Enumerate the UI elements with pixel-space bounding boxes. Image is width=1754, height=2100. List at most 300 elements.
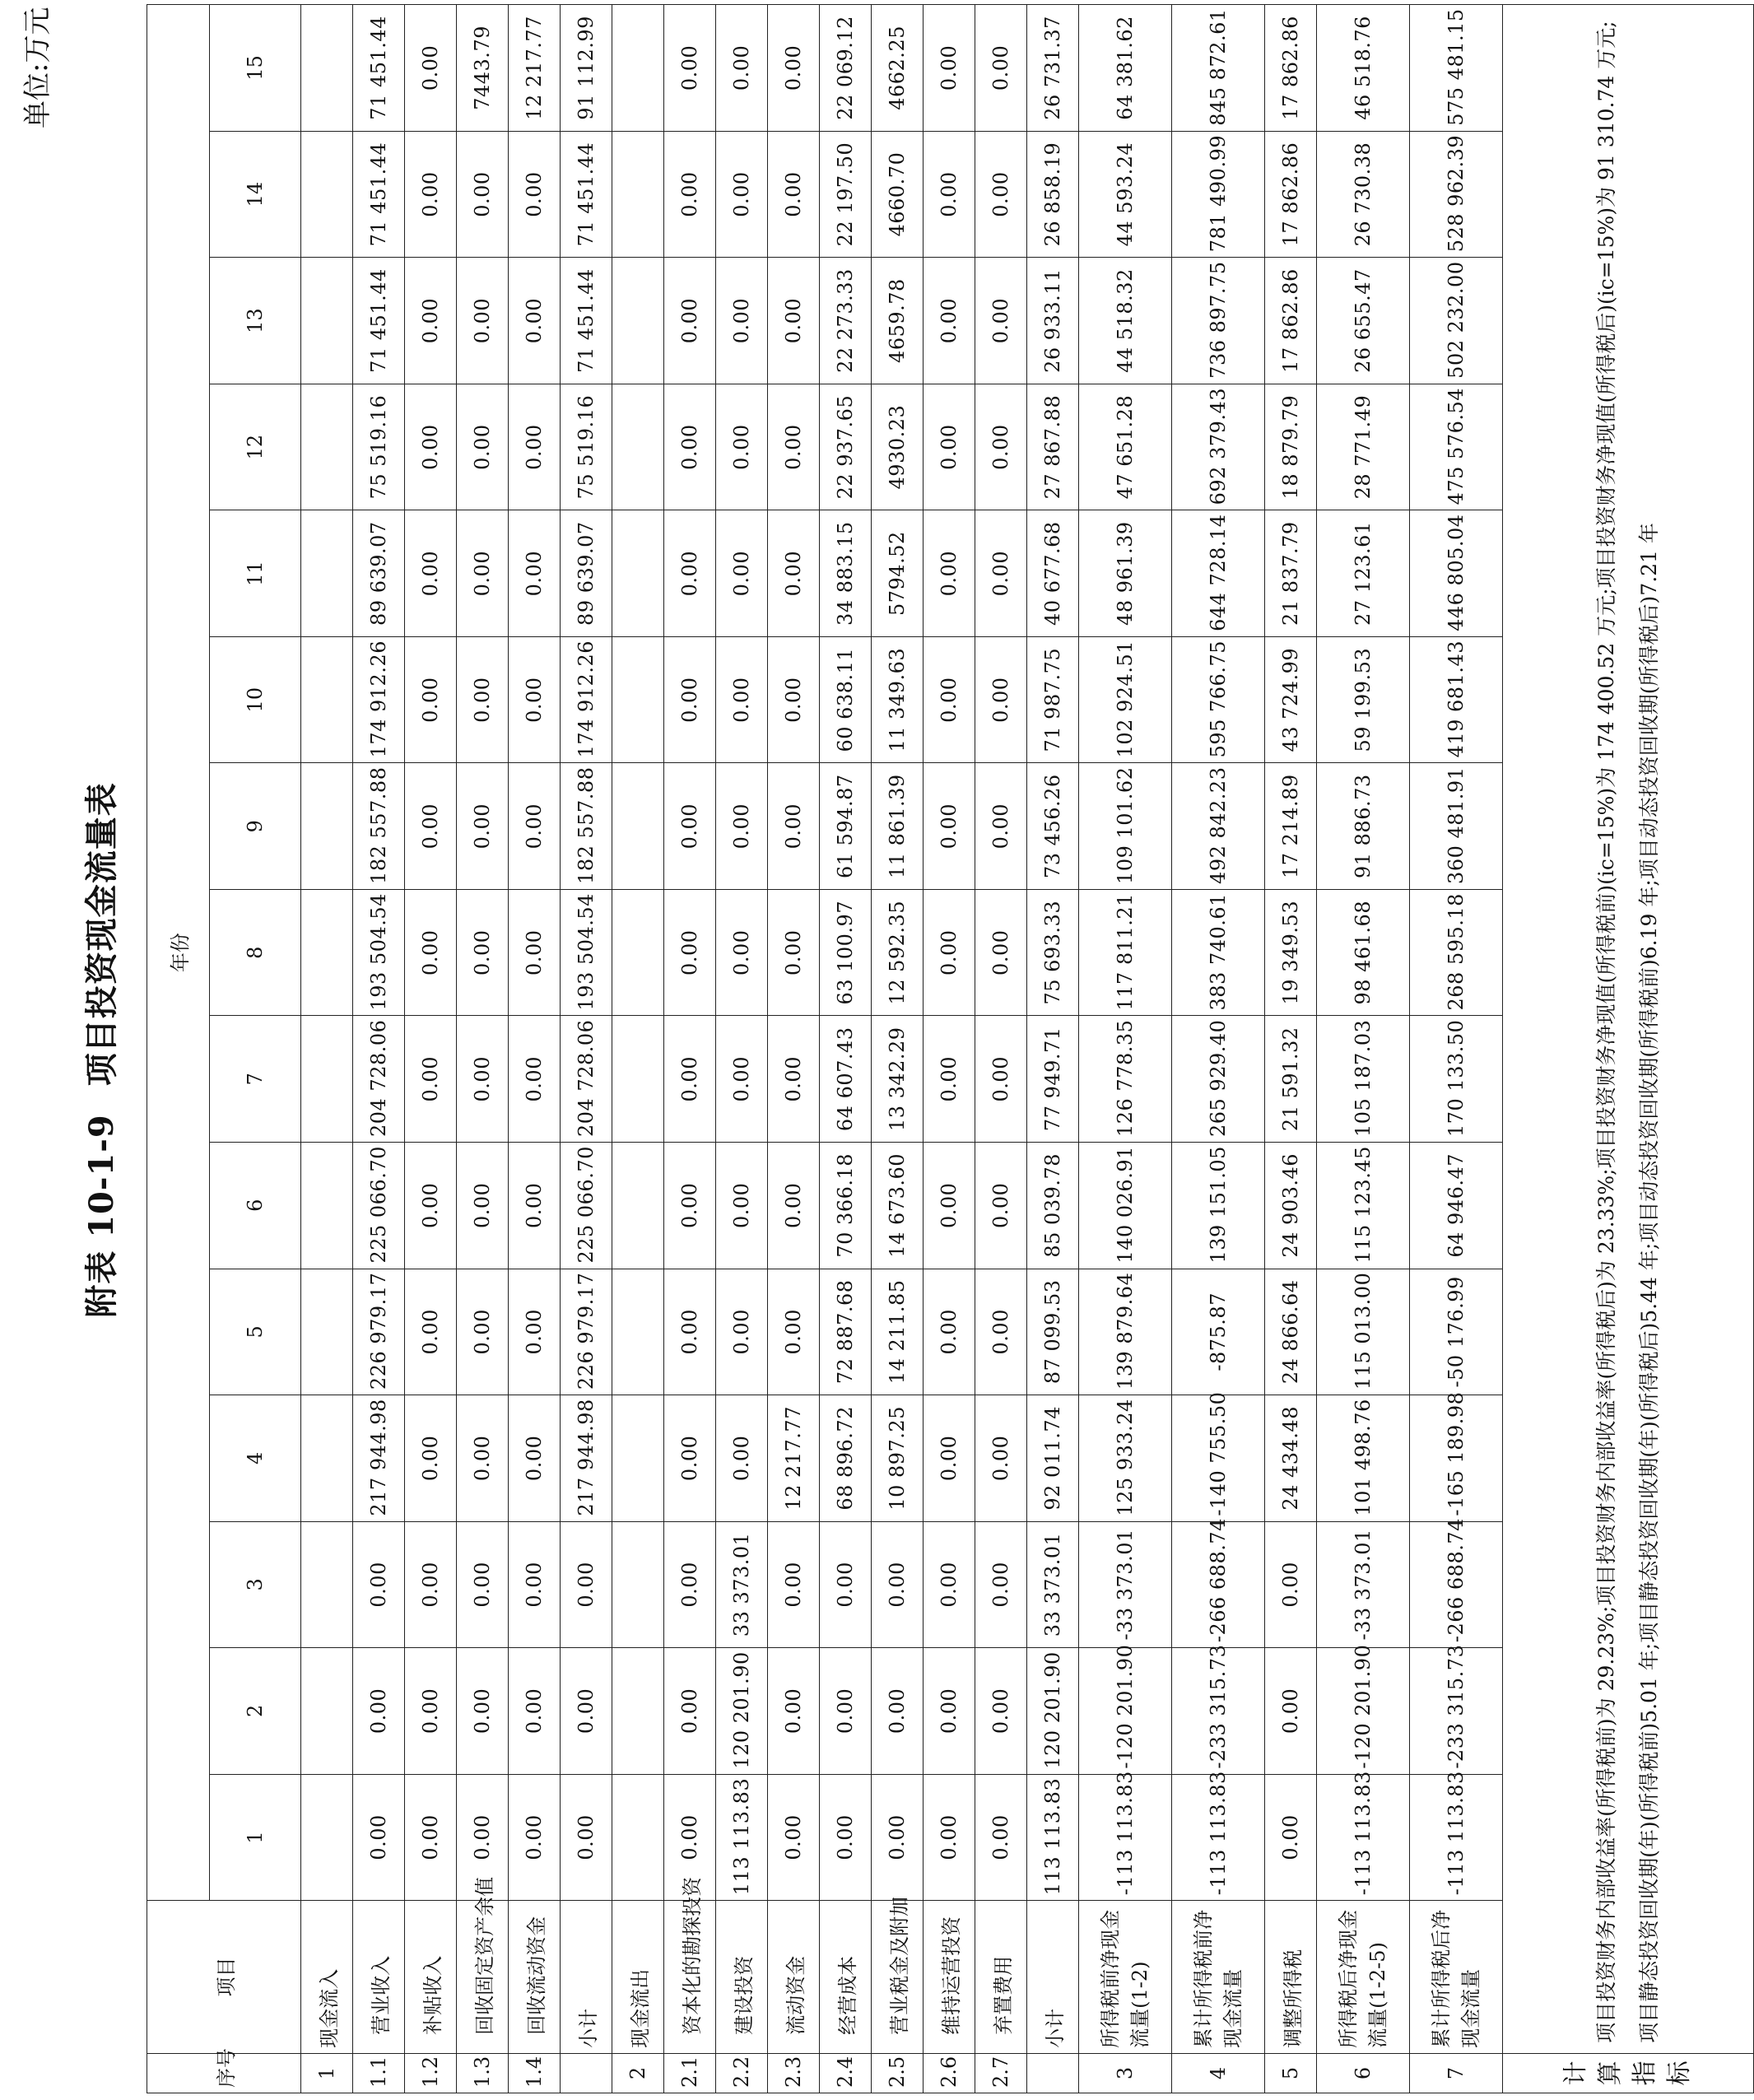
row-value-year-14: 0.00 [716, 131, 768, 258]
row-value-year-9 [612, 763, 664, 890]
row-value-year-11: 89 639.07 [353, 510, 405, 637]
row-value-year-1: -113 113.83 [1079, 1774, 1172, 1901]
row-value-year-1: 0.00 [820, 1774, 872, 1901]
row-value-year-5: 0.00 [924, 1269, 975, 1395]
row-value-year-9: 182 557.88 [561, 763, 612, 890]
row-value-year-12: 0.00 [509, 384, 561, 510]
row-value-year-11 [612, 510, 664, 637]
header-year-4: 4 [210, 1395, 301, 1522]
row-value-year-5: 0.00 [716, 1269, 768, 1395]
row-value-year-13: 71 451.44 [353, 258, 405, 384]
row-seq: 2.5 [872, 2053, 924, 2093]
row-value-year-8: 383 740.61 [1172, 889, 1265, 1016]
row-value-year-3: -266 688.74 [1172, 1521, 1265, 1648]
row-value-year-3: 33 373.01 [716, 1521, 768, 1648]
row-value-year-10: 595 766.75 [1172, 636, 1265, 763]
row-value-year-11: 21 837.79 [1265, 510, 1317, 637]
row-value-year-4: 10 897.25 [872, 1395, 924, 1522]
table-row [872, 5, 924, 2093]
row-value-year-15: 0.00 [975, 5, 1027, 132]
row-value-year-3: -33 373.01 [1317, 1521, 1410, 1648]
row-value-year-7: 0.00 [405, 1016, 457, 1143]
row-value-year-11: 446 805.04 [1410, 510, 1503, 637]
header-year-13: 13 [210, 258, 301, 384]
row-value-year-14: 26 730.38 [1317, 131, 1410, 258]
row-value-year-7: 170 133.50 [1410, 1016, 1503, 1143]
row-value-year-15: 4662.25 [872, 5, 924, 132]
row-value-year-1: 0.00 [353, 1774, 405, 1901]
table-title [76, 0, 123, 2100]
row-value-year-13: 4659.78 [872, 258, 924, 384]
row-value-year-6: 139 151.05 [1172, 1143, 1265, 1269]
row-value-year-5: 24 866.64 [1265, 1269, 1317, 1395]
row-value-year-15: 64 381.62 [1079, 5, 1172, 132]
row-value-year-13: 0.00 [457, 258, 509, 384]
row-value-year-9: 0.00 [768, 763, 820, 890]
row-value-year-1: -113 113.83 [1317, 1774, 1410, 1901]
row-value-year-7: 77 949.71 [1027, 1016, 1079, 1143]
row-seq: 1 [301, 2053, 353, 2093]
row-value-year-3: 0.00 [561, 1521, 612, 1648]
row-value-year-7: 0.00 [768, 1016, 820, 1143]
row-seq: 2.1 [664, 2053, 716, 2093]
row-item: 累计所得税前净现金流量 [1172, 1901, 1265, 2054]
row-value-year-6: 115 123.45 [1317, 1143, 1410, 1269]
row-value-year-7 [612, 1016, 664, 1143]
row-value-year-12: 27 867.88 [1027, 384, 1079, 510]
row-value-year-15: 91 112.99 [561, 5, 612, 132]
row-item: 小计 [1027, 1901, 1079, 2054]
table-row [1410, 5, 1503, 2093]
row-value-year-9: 109 101.62 [1079, 763, 1172, 890]
row-seq [561, 2053, 612, 2093]
row-seq: 2 [612, 2053, 664, 2093]
row-value-year-5 [612, 1269, 664, 1395]
row-value-year-14: 781 490.99 [1172, 131, 1265, 258]
row-value-year-7 [301, 1016, 353, 1143]
row-value-year-6: 70 366.18 [820, 1143, 872, 1269]
row-value-year-3: 0.00 [768, 1521, 820, 1648]
row-value-year-8: 0.00 [405, 889, 457, 1016]
row-value-year-3: 0.00 [664, 1521, 716, 1648]
table-row [820, 5, 872, 2093]
row-value-year-2: 0.00 [1265, 1648, 1317, 1775]
row-value-year-4: 0.00 [975, 1395, 1027, 1522]
row-value-year-15 [301, 5, 353, 132]
row-value-year-10: 0.00 [768, 636, 820, 763]
row-value-year-7: 0.00 [975, 1016, 1027, 1143]
row-value-year-9: 182 557.88 [353, 763, 405, 890]
row-value-year-7: 265 929.40 [1172, 1016, 1265, 1143]
row-value-year-4: 92 011.74 [1027, 1395, 1079, 1522]
row-value-year-2: -233 315.73 [1172, 1648, 1265, 1775]
header-year-1: 1 [210, 1774, 301, 1901]
row-value-year-1: 113 113.83 [716, 1774, 768, 1901]
row-value-year-2 [612, 1648, 664, 1775]
row-value-year-2: 0.00 [768, 1648, 820, 1775]
header-row-year-group [147, 5, 210, 2093]
row-value-year-13 [612, 258, 664, 384]
row-value-year-12: 28 771.49 [1317, 384, 1410, 510]
row-value-year-10: 0.00 [924, 636, 975, 763]
row-value-year-9: 0.00 [924, 763, 975, 890]
table-row [1317, 5, 1410, 2093]
row-value-year-11: 34 883.15 [820, 510, 872, 637]
row-value-year-12: 0.00 [768, 384, 820, 510]
row-value-year-4: 217 944.98 [561, 1395, 612, 1522]
row-value-year-8: 19 349.53 [1265, 889, 1317, 1016]
header-year-5: 5 [210, 1269, 301, 1395]
table-row [612, 5, 664, 2093]
row-value-year-9: 0.00 [716, 763, 768, 890]
row-value-year-9: 91 886.73 [1317, 763, 1410, 890]
row-value-year-8: 0.00 [975, 889, 1027, 1016]
row-value-year-5: -50 176.99 [1410, 1269, 1503, 1395]
table-row [1079, 5, 1172, 2093]
table-row [768, 5, 820, 2093]
row-value-year-12: 75 519.16 [561, 384, 612, 510]
row-value-year-8: 0.00 [457, 889, 509, 1016]
row-value-year-10 [301, 636, 353, 763]
row-value-year-13: 17 862.86 [1265, 258, 1317, 384]
row-value-year-15: 0.00 [716, 5, 768, 132]
row-value-year-15: 12 217.77 [509, 5, 561, 132]
row-value-year-3: -266 688.74 [1410, 1521, 1503, 1648]
row-value-year-5: -875.87 [1172, 1269, 1265, 1395]
row-value-year-14: 26 858.19 [1027, 131, 1079, 258]
row-value-year-13: 71 451.44 [561, 258, 612, 384]
header-year-group: 年份 [147, 5, 210, 1901]
row-value-year-1 [301, 1774, 353, 1901]
row-value-year-1: 0.00 [924, 1774, 975, 1901]
table-row [1172, 5, 1265, 2093]
row-value-year-5: 226 979.17 [353, 1269, 405, 1395]
row-value-year-1: 0.00 [975, 1774, 1027, 1901]
row-value-year-11: 0.00 [509, 510, 561, 637]
row-value-year-4: 0.00 [405, 1395, 457, 1522]
row-value-year-6: 0.00 [975, 1143, 1027, 1269]
row-value-year-10: 71 987.75 [1027, 636, 1079, 763]
row-value-year-2: 0.00 [975, 1648, 1027, 1775]
row-seq: 1.4 [509, 2053, 561, 2093]
row-value-year-2: 0.00 [353, 1648, 405, 1775]
row-value-year-12: 18 879.79 [1265, 384, 1317, 510]
row-value-year-1: 0.00 [768, 1774, 820, 1901]
row-value-year-14 [612, 131, 664, 258]
row-value-year-1: 0.00 [664, 1774, 716, 1901]
row-value-year-13: 0.00 [768, 258, 820, 384]
row-value-year-13 [301, 258, 353, 384]
row-value-year-14: 44 593.24 [1079, 131, 1172, 258]
row-value-year-7: 0.00 [924, 1016, 975, 1143]
row-value-year-13: 22 273.33 [820, 258, 872, 384]
indicator-note: 项目投资财务内部收益率(所得税前)为 29.23%;项目投资财务内部收益率(所得税后)为 23.33%;项目投资财务净现值(所得税前)(ic=15%)为 174 400.52 万元;项目投资财务净现值(所得税后)(ic=15%)为 91 310.74 万元;项目静态投资回收期(年)(所得税前)5.01 年;项目静态投资回收期(年)(所得税后)5.44 年;项目动态投资回收期(所得税前)6.19 年;项目动态投资回收期(所得税后)7.21 年 [1503, 5, 1754, 2054]
row-value-year-5: 0.00 [509, 1269, 561, 1395]
row-value-year-11: 644 728.14 [1172, 510, 1265, 637]
row-value-year-7: 204 728.06 [353, 1016, 405, 1143]
row-value-year-10: 60 638.11 [820, 636, 872, 763]
row-value-year-12: 22 937.65 [820, 384, 872, 510]
row-value-year-4: 125 933.24 [1079, 1395, 1172, 1522]
row-value-year-8: 0.00 [768, 889, 820, 1016]
row-value-year-9: 0.00 [664, 763, 716, 890]
row-value-year-8: 0.00 [509, 889, 561, 1016]
row-value-year-11: 0.00 [975, 510, 1027, 637]
row-value-year-1: 0.00 [561, 1774, 612, 1901]
row-value-year-6: 85 039.78 [1027, 1143, 1079, 1269]
row-value-year-9: 0.00 [405, 763, 457, 890]
header-year-9: 9 [210, 763, 301, 890]
row-value-year-9: 73 456.26 [1027, 763, 1079, 890]
row-value-year-10: 59 199.53 [1317, 636, 1410, 763]
header-row-years [210, 5, 301, 2093]
row-value-year-8: 268 595.18 [1410, 889, 1503, 1016]
row-value-year-7: 21 591.32 [1265, 1016, 1317, 1143]
row-value-year-11 [301, 510, 353, 637]
row-value-year-13: 26 933.11 [1027, 258, 1079, 384]
row-value-year-10: 0.00 [509, 636, 561, 763]
row-value-year-3: 0.00 [872, 1521, 924, 1648]
row-value-year-10 [612, 636, 664, 763]
row-value-year-8: 193 504.54 [353, 889, 405, 1016]
indicator-row [1503, 5, 1754, 2093]
row-value-year-4 [301, 1395, 353, 1522]
row-value-year-14: 0.00 [457, 131, 509, 258]
row-value-year-12: 0.00 [405, 384, 457, 510]
row-item: 经营成本 [820, 1901, 872, 2054]
row-value-year-13: 502 232.00 [1410, 258, 1503, 384]
row-value-year-5: 0.00 [768, 1269, 820, 1395]
row-value-year-1: 0.00 [457, 1774, 509, 1901]
row-value-year-3: 0.00 [820, 1521, 872, 1648]
row-value-year-1: 0.00 [509, 1774, 561, 1901]
row-value-year-6: 24 903.46 [1265, 1143, 1317, 1269]
header-year-15: 15 [210, 5, 301, 132]
row-seq: 2.7 [975, 2053, 1027, 2093]
row-value-year-14: 0.00 [768, 131, 820, 258]
row-value-year-8: 0.00 [664, 889, 716, 1016]
row-value-year-4: -165 189.98 [1410, 1395, 1503, 1522]
table-row [301, 5, 353, 2093]
row-value-year-4: 0.00 [924, 1395, 975, 1522]
row-item: 现金流出 [612, 1901, 664, 2054]
table-row [1027, 5, 1079, 2093]
row-value-year-15: 845 872.61 [1172, 5, 1265, 132]
table-body [301, 5, 1503, 2093]
row-value-year-3: 0.00 [405, 1521, 457, 1648]
row-value-year-2: 0.00 [561, 1648, 612, 1775]
row-value-year-6 [612, 1143, 664, 1269]
row-seq: 2.3 [768, 2053, 820, 2093]
row-seq: 2.4 [820, 2053, 872, 2093]
row-value-year-7: 64 607.43 [820, 1016, 872, 1143]
row-value-year-10: 174 912.26 [353, 636, 405, 763]
row-value-year-4: 0.00 [716, 1395, 768, 1522]
row-value-year-10: 419 681.43 [1410, 636, 1503, 763]
header-year-11: 11 [210, 510, 301, 637]
row-value-year-14: 71 451.44 [561, 131, 612, 258]
row-value-year-8 [301, 889, 353, 1016]
row-value-year-7: 105 187.03 [1317, 1016, 1410, 1143]
row-item: 营业收入 [353, 1901, 405, 2054]
row-seq: 2.2 [716, 2053, 768, 2093]
row-value-year-7: 204 728.06 [561, 1016, 612, 1143]
row-value-year-11: 0.00 [405, 510, 457, 637]
row-value-year-13: 0.00 [716, 258, 768, 384]
row-value-year-14: 0.00 [405, 131, 457, 258]
row-value-year-15: 46 518.76 [1317, 5, 1410, 132]
row-item: 营业税金及附加 [872, 1901, 924, 2054]
row-value-year-7: 13 342.29 [872, 1016, 924, 1143]
row-value-year-11: 0.00 [716, 510, 768, 637]
row-value-year-9: 61 594.87 [820, 763, 872, 890]
row-value-year-2 [301, 1648, 353, 1775]
row-value-year-7: 126 778.35 [1079, 1016, 1172, 1143]
row-value-year-5: 226 979.17 [561, 1269, 612, 1395]
row-value-year-3: 0.00 [509, 1521, 561, 1648]
row-item: 现金流入 [301, 1901, 353, 2054]
row-value-year-6 [301, 1143, 353, 1269]
row-value-year-15: 0.00 [924, 5, 975, 132]
row-value-year-3: 0.00 [975, 1521, 1027, 1648]
row-item: 小计 [561, 1901, 612, 2054]
row-value-year-4: 217 944.98 [353, 1395, 405, 1522]
table-row [353, 5, 405, 2093]
row-value-year-7: 0.00 [457, 1016, 509, 1143]
table-row [1265, 5, 1317, 2093]
table-row [664, 5, 716, 2093]
header-year-2: 2 [210, 1648, 301, 1775]
row-value-year-4: 12 217.77 [768, 1395, 820, 1522]
row-value-year-10: 0.00 [716, 636, 768, 763]
row-value-year-14: 528 962.39 [1410, 131, 1503, 258]
row-value-year-5: 0.00 [457, 1269, 509, 1395]
row-value-year-1: 0.00 [1265, 1774, 1317, 1901]
row-value-year-8: 0.00 [924, 889, 975, 1016]
row-seq: 1.2 [405, 2053, 457, 2093]
row-value-year-6: 140 026.91 [1079, 1143, 1172, 1269]
row-value-year-11: 0.00 [664, 510, 716, 637]
row-value-year-12: 0.00 [664, 384, 716, 510]
table-name: 项目投资现金流量表 [82, 782, 121, 1087]
header-year-10: 10 [210, 636, 301, 763]
row-value-year-5: 14 211.85 [872, 1269, 924, 1395]
row-value-year-12: 4930.23 [872, 384, 924, 510]
row-value-year-6: 64 946.47 [1410, 1143, 1503, 1269]
row-value-year-9: 492 842.23 [1172, 763, 1265, 890]
row-value-year-2: 0.00 [457, 1648, 509, 1775]
row-value-year-8: 63 100.97 [820, 889, 872, 1016]
row-value-year-3: 33 373.01 [1027, 1521, 1079, 1648]
row-seq: 4 [1172, 2053, 1265, 2093]
row-value-year-13: 0.00 [664, 258, 716, 384]
row-value-year-9: 17 214.89 [1265, 763, 1317, 890]
row-value-year-6: 0.00 [405, 1143, 457, 1269]
row-value-year-3 [301, 1521, 353, 1648]
row-value-year-15: 26 731.37 [1027, 5, 1079, 132]
row-value-year-4: 68 896.72 [820, 1395, 872, 1522]
row-seq: 6 [1317, 2053, 1410, 2093]
row-item: 建设投资 [716, 1901, 768, 2054]
row-value-year-5: 87 099.53 [1027, 1269, 1079, 1395]
row-value-year-14: 4660.70 [872, 131, 924, 258]
row-value-year-15: 575 481.15 [1410, 5, 1503, 132]
row-value-year-1: 113 113.83 [1027, 1774, 1079, 1901]
row-value-year-1: -113 113.83 [1410, 1774, 1503, 1901]
row-value-year-11: 0.00 [457, 510, 509, 637]
row-value-year-7: 0.00 [664, 1016, 716, 1143]
row-value-year-11: 40 677.68 [1027, 510, 1079, 637]
row-item: 所得税前净现金流量(1-2) [1079, 1901, 1172, 2054]
table-row [509, 5, 561, 2093]
row-value-year-7: 0.00 [716, 1016, 768, 1143]
row-item: 资本化的勘探投资 [664, 1901, 716, 2054]
row-value-year-4: 24 434.48 [1265, 1395, 1317, 1522]
row-value-year-10: 174 912.26 [561, 636, 612, 763]
row-value-year-15: 7443.79 [457, 5, 509, 132]
row-value-year-11: 0.00 [924, 510, 975, 637]
row-value-year-15: 22 069.12 [820, 5, 872, 132]
table-row [716, 5, 768, 2093]
row-value-year-12 [301, 384, 353, 510]
header-seq: 序号 [147, 2053, 301, 2093]
row-value-year-14: 0.00 [975, 131, 1027, 258]
table-row [405, 5, 457, 2093]
row-value-year-5: 0.00 [664, 1269, 716, 1395]
row-value-year-12: 0.00 [975, 384, 1027, 510]
row-seq: 5 [1265, 2053, 1317, 2093]
row-seq: 1.3 [457, 2053, 509, 2093]
row-value-year-9: 360 481.91 [1410, 763, 1503, 890]
row-value-year-11: 48 961.39 [1079, 510, 1172, 637]
row-value-year-10: 43 724.99 [1265, 636, 1317, 763]
row-value-year-2: 0.00 [820, 1648, 872, 1775]
row-value-year-14: 71 451.44 [353, 131, 405, 258]
row-value-year-4: 101 498.76 [1317, 1395, 1410, 1522]
row-value-year-5: 0.00 [405, 1269, 457, 1395]
unit-label: 单位:万元 [21, 7, 54, 128]
row-value-year-12: 475 576.54 [1410, 384, 1503, 510]
row-value-year-8: 117 811.21 [1079, 889, 1172, 1016]
row-value-year-5: 139 879.64 [1079, 1269, 1172, 1395]
row-value-year-11: 89 639.07 [561, 510, 612, 637]
row-value-year-6: 0.00 [509, 1143, 561, 1269]
row-value-year-5: 115 013.00 [1317, 1269, 1410, 1395]
row-value-year-10: 0.00 [664, 636, 716, 763]
row-value-year-2: -120 201.90 [1317, 1648, 1410, 1775]
row-item: 回收固定资产余值 [457, 1901, 509, 2054]
table-row [561, 5, 612, 2093]
row-value-year-14: 22 197.50 [820, 131, 872, 258]
row-value-year-13: 0.00 [924, 258, 975, 384]
row-value-year-2: 0.00 [664, 1648, 716, 1775]
row-value-year-3: 0.00 [457, 1521, 509, 1648]
row-value-year-15: 17 862.86 [1265, 5, 1317, 132]
row-value-year-14: 17 862.86 [1265, 131, 1317, 258]
cash-flow-table [147, 4, 1754, 2093]
row-value-year-13: 0.00 [975, 258, 1027, 384]
row-value-year-15: 0.00 [405, 5, 457, 132]
row-value-year-4: 0.00 [509, 1395, 561, 1522]
row-value-year-1: 0.00 [872, 1774, 924, 1901]
header-year-14: 14 [210, 131, 301, 258]
row-value-year-7: 0.00 [509, 1016, 561, 1143]
row-value-year-3: 0.00 [924, 1521, 975, 1648]
row-value-year-8: 75 693.33 [1027, 889, 1079, 1016]
row-value-year-2: 0.00 [509, 1648, 561, 1775]
row-value-year-4: 0.00 [457, 1395, 509, 1522]
row-value-year-2: 0.00 [405, 1648, 457, 1775]
